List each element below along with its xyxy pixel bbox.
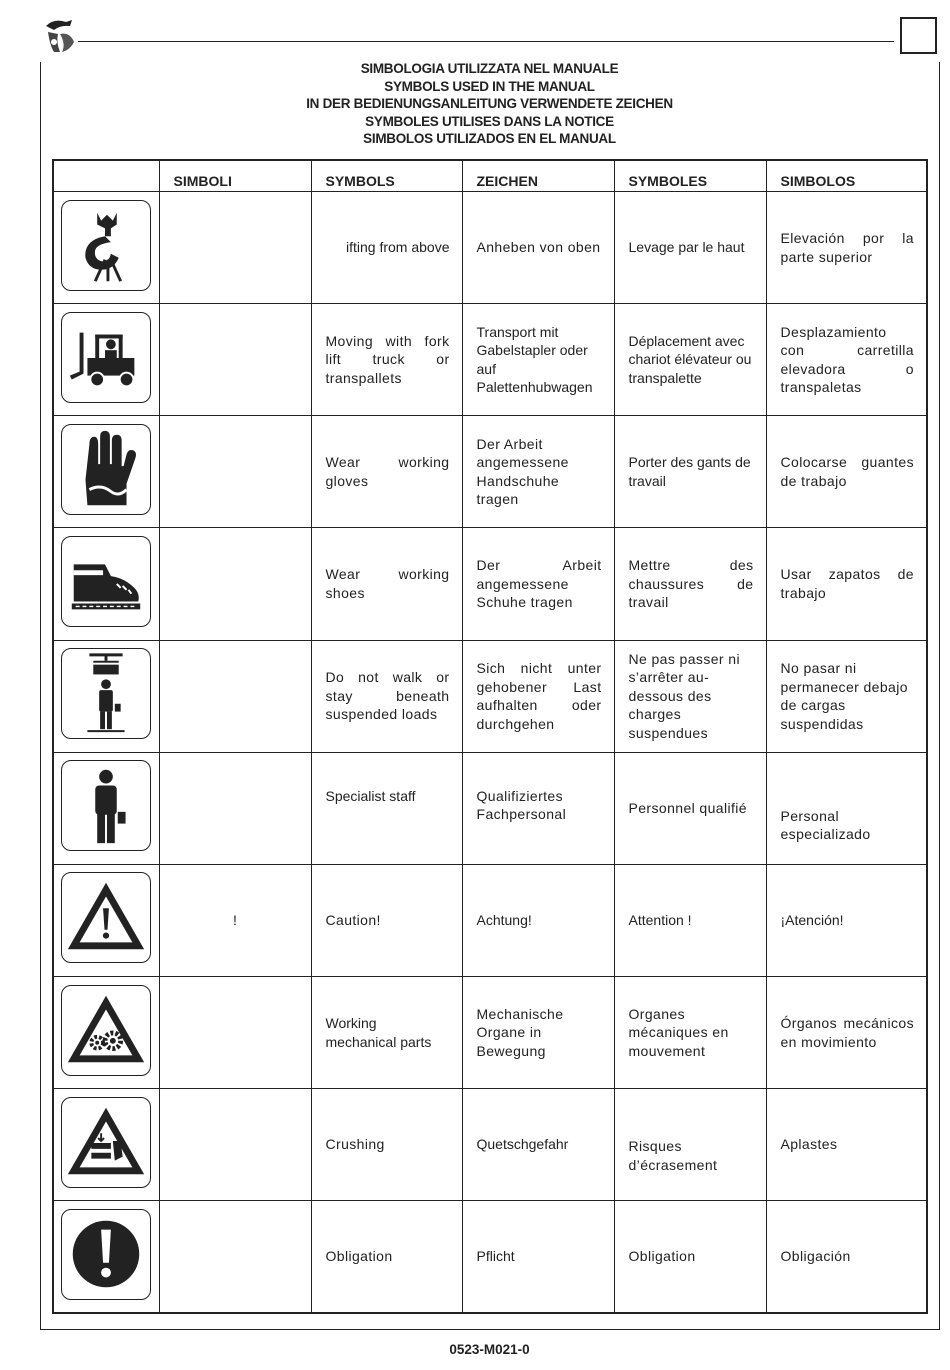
simboli-cell bbox=[159, 528, 311, 640]
suspended-load-icon bbox=[61, 648, 151, 739]
zeichen-cell: Sich nicht unter gehobener Last aufhalten oder durchgehen bbox=[462, 640, 614, 752]
table-row bbox=[53, 416, 927, 528]
table-row bbox=[53, 1089, 927, 1201]
simbolos-cell: Colocarse guantes de trabajo bbox=[766, 416, 927, 528]
safety-shoe-icon bbox=[61, 536, 151, 627]
table-row bbox=[53, 640, 927, 752]
table-row bbox=[53, 976, 927, 1088]
table-row bbox=[53, 528, 927, 640]
symbols-cell: Working mechanical parts bbox=[311, 976, 462, 1088]
simbolos-cell: Desplazamiento con carretilla elevadora o transpaletas bbox=[766, 304, 927, 416]
simbolos-cell: Elevación por la parte superior bbox=[766, 192, 927, 304]
symbols-table bbox=[52, 159, 928, 1314]
icon-cell bbox=[53, 528, 159, 640]
gears-warning-icon bbox=[61, 985, 151, 1076]
symbols-cell: ifting from above bbox=[311, 192, 462, 304]
bottom-rule bbox=[40, 1329, 940, 1330]
simboli-cell bbox=[159, 1089, 311, 1201]
table-header-row bbox=[53, 160, 927, 192]
company-logo bbox=[40, 16, 80, 56]
simboli-cell bbox=[159, 1201, 311, 1313]
right-margin-rule bbox=[939, 62, 940, 1329]
zeichen-cell: Quetschgefahr bbox=[462, 1089, 614, 1201]
symboles-cell: Ne pas passer ni s’arrêter au-dessous des charges suspendues bbox=[614, 640, 766, 752]
zeichen-cell: Der Arbeit angemessene Schuhe tragen bbox=[462, 528, 614, 640]
caution-icon bbox=[61, 872, 151, 963]
symboles-cell: Déplacement avec chariot élévateur ou transpalette bbox=[614, 304, 766, 416]
simboli-cell: ! bbox=[159, 864, 311, 976]
crushing-icon bbox=[61, 1097, 151, 1188]
table-row bbox=[53, 752, 927, 864]
symbols-cell: Wear working shoes bbox=[311, 528, 462, 640]
icon-cell bbox=[53, 1089, 159, 1201]
top-rule bbox=[78, 41, 894, 42]
zeichen-cell: Achtung! bbox=[462, 864, 614, 976]
symbols-cell: Obligation bbox=[311, 1201, 462, 1313]
table-row bbox=[53, 192, 927, 304]
simboli-cell bbox=[159, 976, 311, 1088]
simbolos-cell: Usar zapatos de trabajo bbox=[766, 528, 927, 640]
header-simbolos: SIMBOLOS bbox=[766, 160, 927, 192]
icon-cell bbox=[53, 752, 159, 864]
symbols-cell: Do not walk or stay beneath suspended loads bbox=[311, 640, 462, 752]
simbolos-cell: Obligación bbox=[766, 1201, 927, 1313]
header-symboles: SYMBOLES bbox=[614, 160, 766, 192]
zeichen-cell: Transport mit Gabelstapler oder auf Palettenhubwagen bbox=[462, 304, 614, 416]
symboles-cell: Risques d’écrasement bbox=[614, 1089, 766, 1201]
icon-cell bbox=[53, 304, 159, 416]
header-simboli: SIMBOLI bbox=[159, 160, 311, 192]
zeichen-cell: Qualifiziertes Fachpersonal bbox=[462, 752, 614, 864]
simbolos-cell: ¡Atención! bbox=[766, 864, 927, 976]
specialist-icon bbox=[61, 760, 151, 851]
obligation-icon bbox=[61, 1209, 151, 1300]
icon-cell bbox=[53, 1201, 159, 1313]
icon-cell bbox=[53, 976, 159, 1088]
header-symbols: SYMBOLS bbox=[311, 160, 462, 192]
title-line-de: IN DER BEDIENUNGSANLEITUNG VERWENDETE ZEICHEN bbox=[306, 96, 673, 112]
symboles-cell: Mettre des chaussures de travail bbox=[614, 528, 766, 640]
simboli-cell bbox=[159, 304, 311, 416]
zeichen-cell: Anheben von oben bbox=[462, 192, 614, 304]
symboles-cell: Organes mécaniques en mouvement bbox=[614, 976, 766, 1088]
icon-cell bbox=[53, 416, 159, 528]
simboli-cell bbox=[159, 416, 311, 528]
symbols-cell: Moving with fork lift truck or transpallets bbox=[311, 304, 462, 416]
symboles-cell: Attention ! bbox=[614, 864, 766, 976]
simbolos-cell: Aplastes bbox=[766, 1089, 927, 1201]
symbols-cell: Caution! bbox=[311, 864, 462, 976]
title-line-it: SIMBOLOGIA UTILIZZATA NEL MANUALE bbox=[360, 61, 619, 76]
left-margin-rule bbox=[40, 62, 41, 1329]
header-zeichen: ZEICHEN bbox=[462, 160, 614, 192]
title-line-en: SYMBOLS USED IN THE MANUAL bbox=[384, 78, 595, 94]
table-row bbox=[53, 304, 927, 416]
table-row bbox=[53, 1201, 927, 1313]
symboles-cell: Obligation bbox=[614, 1201, 766, 1313]
table-row bbox=[53, 864, 927, 976]
title-line-fr: SYMBOLES UTILISES DANS LA NOTICE bbox=[365, 113, 614, 129]
crane-hook-icon bbox=[61, 200, 151, 291]
simbolos-cell: Órganos mecánicos en movimiento bbox=[766, 976, 927, 1088]
document-code: 0523-M021-0 bbox=[449, 1342, 530, 1357]
header-icon-column bbox=[53, 160, 159, 192]
gloves-icon bbox=[61, 424, 151, 515]
icon-cell bbox=[53, 640, 159, 752]
zeichen-cell: Der Arbeit angemessene Handschuhe tragen bbox=[462, 416, 614, 528]
simboli-cell bbox=[159, 640, 311, 752]
simboli-cell bbox=[159, 752, 311, 864]
symbols-cell: Wear working gloves bbox=[311, 416, 462, 528]
simboli-cell bbox=[159, 192, 311, 304]
symboles-cell: Porter des gants de travail bbox=[614, 416, 766, 528]
zeichen-cell: Mechanische Organe in Bewegung bbox=[462, 976, 614, 1088]
page-title-block bbox=[0, 60, 950, 148]
symbols-cell: Crushing bbox=[311, 1089, 462, 1201]
symboles-cell: Personnel qualifié bbox=[614, 752, 766, 864]
icon-cell bbox=[53, 864, 159, 976]
symboles-cell: Levage par le haut bbox=[614, 192, 766, 304]
title-line-es: SIMBOLOS UTILIZADOS EN EL MANUAL bbox=[363, 131, 616, 147]
forklift-icon bbox=[61, 312, 151, 403]
simbolos-cell: Personal especializado bbox=[766, 752, 927, 864]
icon-cell bbox=[53, 192, 159, 304]
simbolos-cell: No pasar ni permanecer debajo de cargas suspendidas bbox=[766, 640, 927, 752]
symbols-cell: Specialist staff bbox=[311, 752, 462, 864]
zeichen-cell: Pflicht bbox=[462, 1201, 614, 1313]
page-number-box bbox=[900, 17, 937, 54]
